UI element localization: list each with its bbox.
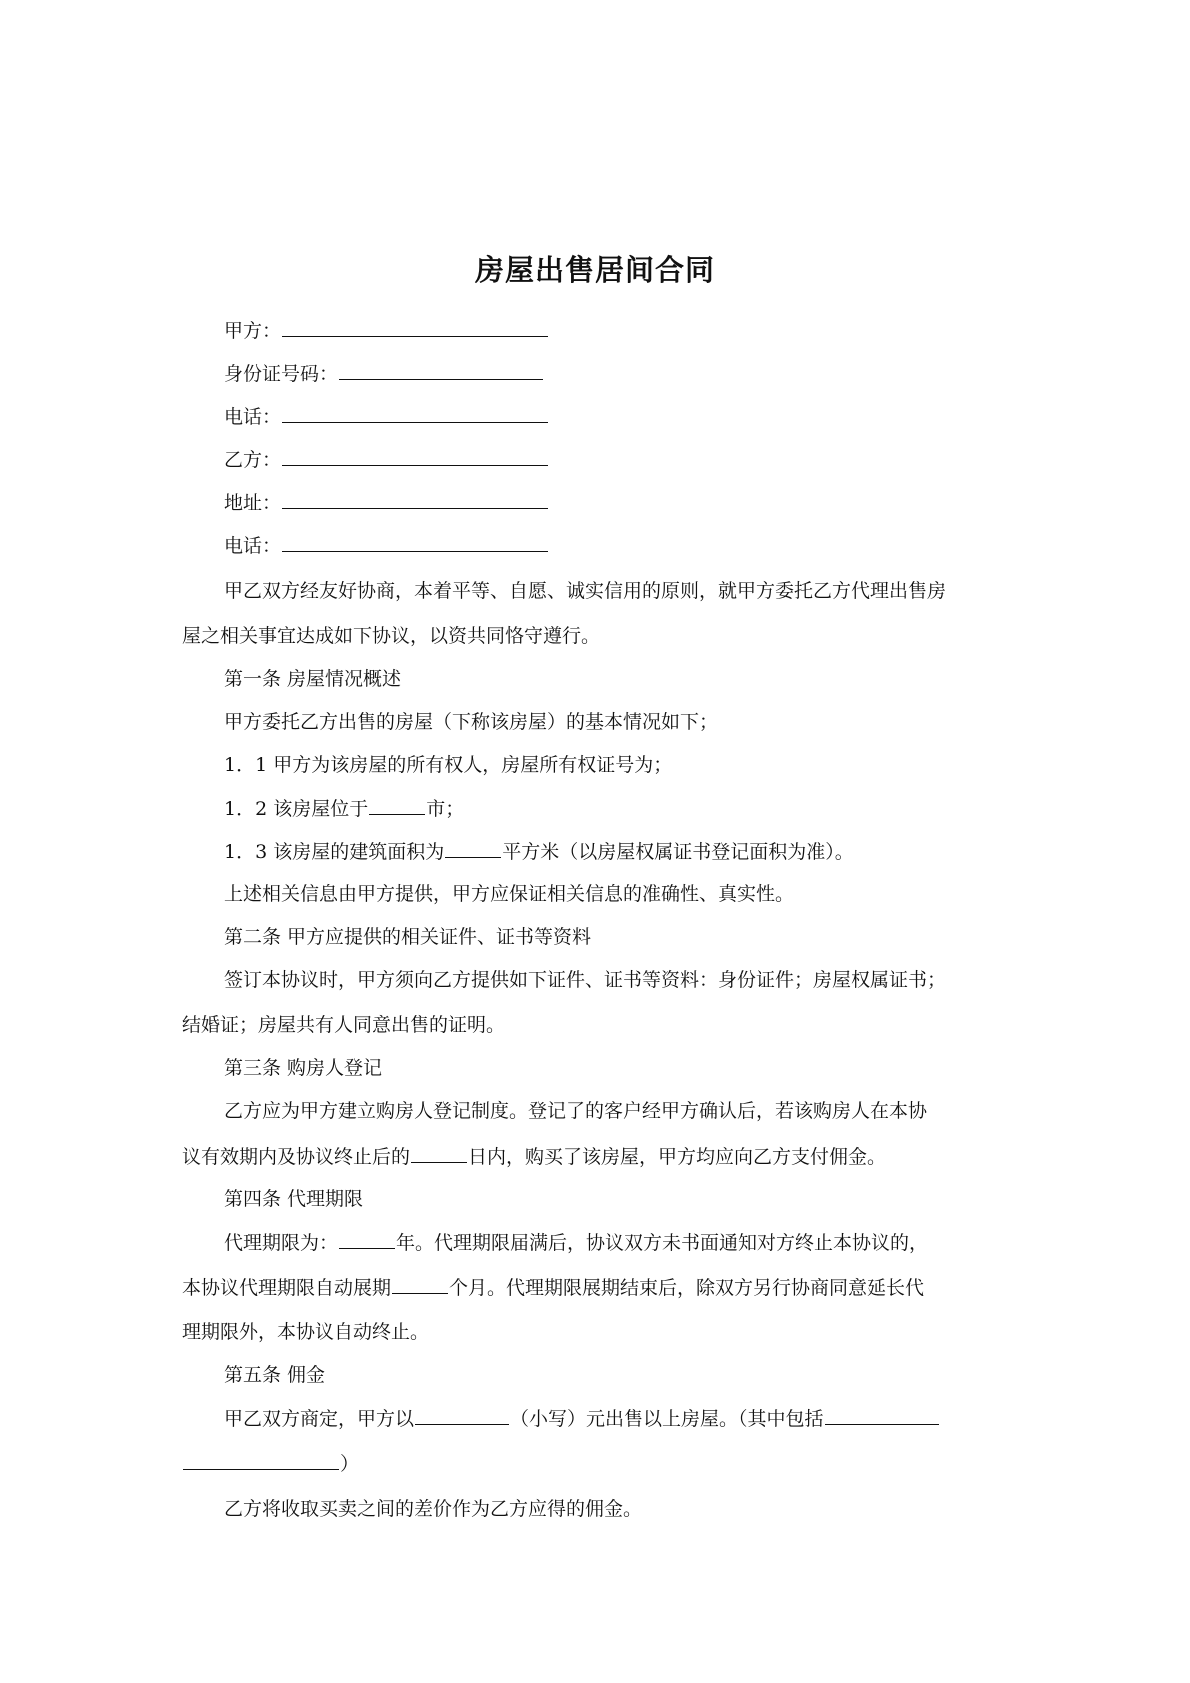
blank-line[interactable] xyxy=(392,1275,448,1294)
clause-text: 日内，购买了该房屋，甲方均应向乙方支付佣金。 xyxy=(468,1146,887,1168)
clause-text: 代理期限为： xyxy=(224,1232,339,1254)
clause-text: 个月。代理期限展期结束后，除双方另行协商同意延长代 xyxy=(449,1277,925,1299)
blank-line[interactable] xyxy=(411,1144,467,1163)
item-text: 平方米（以房屋权属证书登记面积为准）。 xyxy=(502,841,854,863)
field-label: 电话： xyxy=(224,535,282,557)
blank-line[interactable] xyxy=(339,361,543,380)
field-label: 电话： xyxy=(224,406,282,428)
blank-line[interactable] xyxy=(183,1451,339,1470)
blank-line[interactable] xyxy=(282,490,548,509)
clause-text: 甲乙双方商定，甲方以 xyxy=(224,1408,415,1430)
clause-text: 议有效期内及协议终止后的 xyxy=(182,1146,411,1168)
article-5-line-2 xyxy=(182,1451,359,1476)
field-address xyxy=(224,490,549,515)
blank-line[interactable] xyxy=(339,1230,395,1249)
field-party-b xyxy=(224,447,549,472)
article-4-line-2 xyxy=(182,1275,924,1300)
preamble-line-1: 甲乙双方经友好协商，本着平等、自愿、诚实信用的原则，就甲方委托乙方代理出售房 xyxy=(224,580,947,602)
preamble-line-2: 屋之相关事宜达成如下协议，以资共同恪守遵行。 xyxy=(182,625,601,647)
field-phone-b xyxy=(224,533,549,558)
article-3-line-2 xyxy=(182,1144,886,1169)
article-4-line-1 xyxy=(224,1230,928,1255)
article-4-heading: 第四条 代理期限 xyxy=(224,1188,364,1210)
blank-line[interactable] xyxy=(825,1406,939,1425)
blank-line[interactable] xyxy=(282,318,548,337)
article-1-item-2 xyxy=(224,796,464,821)
blank-line[interactable] xyxy=(282,404,548,423)
clause-text: 年。代理期限届满后，协议双方未书面通知对方终止本协议的， xyxy=(396,1232,929,1254)
field-label: 地址： xyxy=(224,492,282,514)
field-label: 身份证号码： xyxy=(224,363,339,385)
clause-text: 本协议代理期限自动展期 xyxy=(182,1277,392,1299)
article-3-heading: 第三条 购房人登记 xyxy=(224,1057,383,1079)
blank-line[interactable] xyxy=(282,533,548,552)
item-text: 1．2 该房屋位于 xyxy=(224,798,369,820)
article-4-line-3: 理期限外，本协议自动终止。 xyxy=(182,1321,430,1343)
blank-line[interactable] xyxy=(369,796,425,815)
article-1-intro: 甲方委托乙方出售的房屋（下称该房屋）的基本情况如下； xyxy=(224,711,719,733)
blank-line[interactable] xyxy=(282,447,548,466)
article-5-line-1 xyxy=(224,1406,940,1431)
article-5-line-3: 乙方将收取买卖之间的差价作为乙方应得的佣金。 xyxy=(224,1498,643,1520)
article-3-line-1: 乙方应为甲方建立购房人登记制度。登记了的客户经甲方确认后，若该购房人在本协 xyxy=(224,1100,928,1122)
blank-line[interactable] xyxy=(445,839,501,858)
document-title: 房屋出售居间合同 xyxy=(474,253,715,287)
field-party-a xyxy=(224,318,549,343)
article-2-line-2: 结婚证；房屋共有人同意出售的证明。 xyxy=(182,1014,506,1036)
field-label: 乙方： xyxy=(224,449,282,471)
item-text: 市； xyxy=(426,798,465,820)
field-phone-a xyxy=(224,404,549,429)
article-2-heading: 第二条 甲方应提供的相关证件、证书等资料 xyxy=(224,926,592,948)
item-text: 1．3 该房屋的建筑面积为 xyxy=(224,841,445,863)
field-label: 甲方： xyxy=(224,320,282,342)
article-1-item-1: 1．1 甲方为该房屋的所有权人，房屋所有权证号为； xyxy=(224,754,673,776)
article-1-item-3 xyxy=(224,839,854,864)
article-1-note: 上述相关信息由甲方提供，甲方应保证相关信息的准确性、真实性。 xyxy=(224,883,795,905)
field-id-number xyxy=(224,361,544,386)
article-5-heading: 第五条 佣金 xyxy=(224,1364,326,1386)
blank-line[interactable] xyxy=(415,1406,509,1425)
clause-text: ） xyxy=(340,1453,360,1475)
article-2-line-1: 签订本协议时，甲方须向乙方提供如下证件、证书等资料：身份证件；房屋权属证书； xyxy=(224,969,947,991)
article-1-heading: 第一条 房屋情况概述 xyxy=(224,668,402,690)
clause-text: （小写）元出售以上房屋。（其中包括 xyxy=(510,1408,824,1430)
